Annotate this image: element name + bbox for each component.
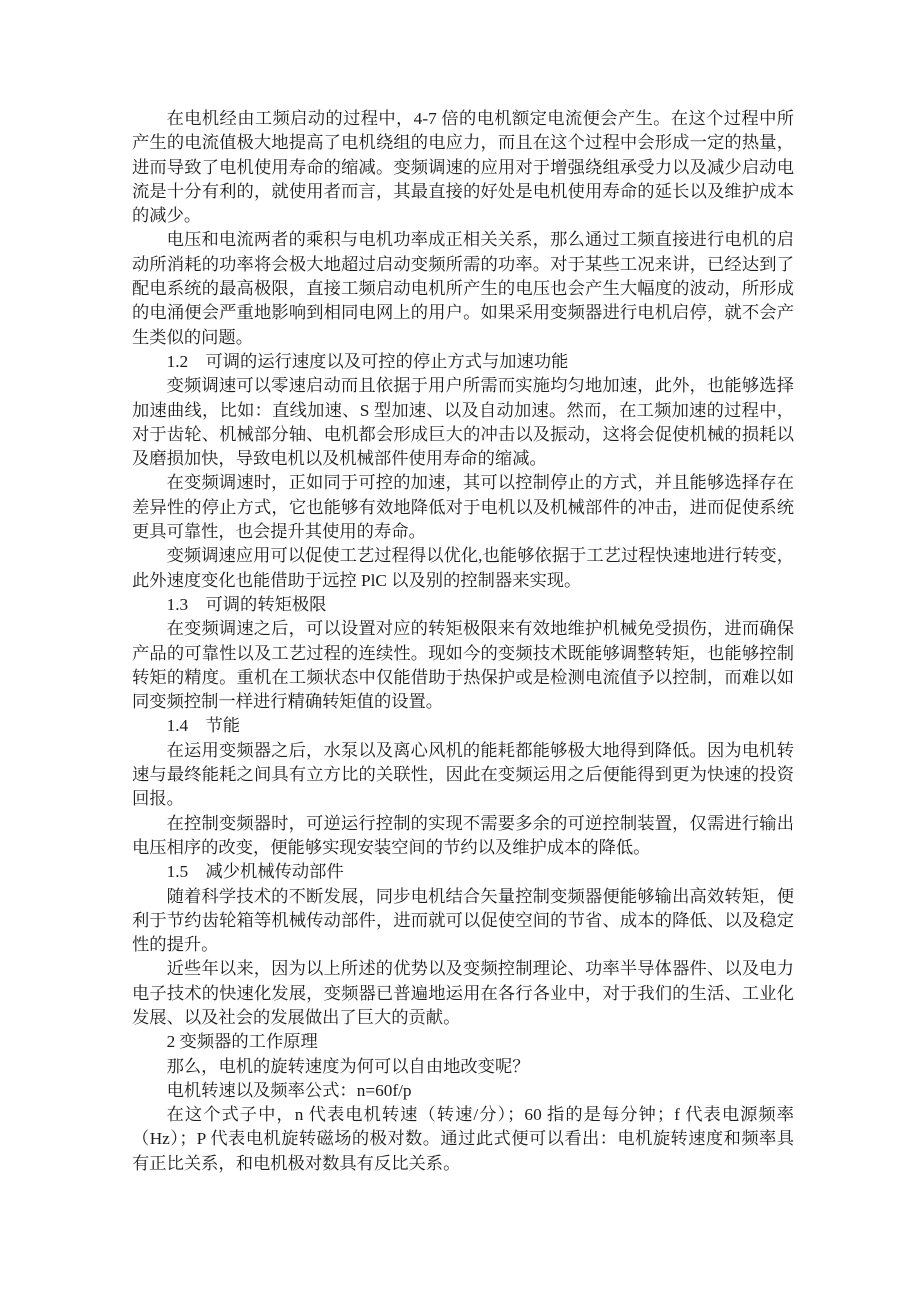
para-torque-limit: 在变频调速之后，可以设置对应的转矩极限来有效地维护机械免受损伤，进而确保产品的可靠性以及工艺过程的连续性。现如今的变频技术既能够调整转矩，也能够控制转矩的精度。重机在工频状态中仅能借助于热保护或是检测电流值予以控制，而难以如同变频控制一样进行精确转矩值的设置。 bbox=[132, 619, 794, 712]
para-reversible-control: 在控制变频器时，可逆运行控制的实现不需要多余的可逆控制装置，仅需进行输出电压相序的改变，便能够实现安装空间的节约以及维护成本的降低。 bbox=[132, 813, 794, 857]
para-question-speed-change: 那么，电机的旋转速度为何可以自由地改变呢？ bbox=[166, 1056, 530, 1076]
para-vector-control: 随着科学技术的不断发展，同步电机结合矢量控制变频器便能够输出高效转矩，便利于节约齿轮箱等机械传动部件，进而就可以促使空间的节省、成本的降低、以及稳定性的提升。 bbox=[132, 886, 794, 955]
heading-1-3-torque-limit: 1.3 可调的转矩极限 bbox=[166, 594, 327, 614]
para-recent-years-development: 近些年以来，因为以上所述的优势以及变频控制理论、功率半导体器件、以及电力电子技术的快速化发展，变频器已普遍地运用在各行各业中，对于我们的生活、工业化发展、以及社会的发展做出了巨大的贡献。 bbox=[132, 959, 794, 1027]
para-speed-formula: 电机转速以及频率公式：n=60f/p bbox=[166, 1080, 412, 1100]
para-power-consumption: 电压和电流两者的乘积与电机功率成正相关关系，那么通过工频直接进行电机的启动所消耗的功率将会极大地超过启动变频所需的功率。对于某些工况来讲，已经达到了配电系统的最高极限，直接工频启动电机所产生的电压也会产生大幅度的波动，所形成的电涌便会严重地影响到相同电网上的用户。如果采用变频器进行电机启停，就不会产生类似的问题。 bbox=[132, 230, 794, 347]
para-process-optimization: 变频调速应用可以促使工艺过程得以优化,也能够依据于工艺过程快速地进行转变，此外速度变化也能借助于远控 PlC 以及别的控制器来实现。 bbox=[132, 546, 794, 590]
heading-2-working-principle: 2 变频器的工作原理 bbox=[166, 1032, 318, 1052]
para-controlled-stop: 在变频调速时，正如同于可控的加速，其可以控制停止的方式，并且能够选择存在差异性的停止方式，它也能够有效地降低对于电机以及机械部件的冲击，进而促使系统更具可靠性，也会提升其使用的寿命。 bbox=[132, 473, 794, 542]
para-frequency-acceleration: 变频调速可以零速启动而且依据于用户所需而实施均匀地加速，此外，也能够选择加速曲线，比如：直线加速、S 型加速、以及自动加速。然而，在工频加速的过程中，对于齿轮、机械部分轴、电机都会形成巨大的冲击以及振动，这将会促使机械的损耗以及磨损加快，导致电机以及机械部件使用寿命的缩减。 bbox=[132, 376, 794, 469]
para-starting-current: 在电机经由工频启动的过程中，4-7 倍的电机额定电流便会产生。在这个过程中所产生的电流值极大地提高了电机绕组的电应力，而且在这个过程中会形成一定的热量，进而导致了电机使用寿命的缩减。变频调速的应用对于增强绕组承受力以及减少启动电流是十分有利的，就使用者而言，其最直接的好处是电机使用寿命的延长以及维护成本的减少。 bbox=[132, 109, 794, 226]
heading-1-4-energy-saving: 1.4 节能 bbox=[166, 716, 241, 736]
para-formula-explanation: 在这个式子中，n 代表电机转速（转速/分）；60 指的是每分钟；f 代表电源频率（Hz）；P 代表电机旋转磁场的极对数。通过此式便可以看出：电机旋转速度和频率具有正比关系，和电机极对数具有反比关系。 bbox=[132, 1105, 794, 1173]
heading-1-2-adjustable-speed: 1.2 可调的运行速度以及可控的停止方式与加速功能 bbox=[166, 351, 569, 371]
document-text-block bbox=[132, 107, 794, 1176]
para-energy-saving: 在运用变频器之后，水泵以及离心风机的能耗都能够极大地得到降低。因为电机转速与最终能耗之间具有立方比的关联性，因此在变频运用之后便能得到更为快速的投资回报。 bbox=[132, 740, 794, 809]
heading-1-5-fewer-transmission-parts: 1.5 减少机械传动部件 bbox=[166, 862, 344, 882]
